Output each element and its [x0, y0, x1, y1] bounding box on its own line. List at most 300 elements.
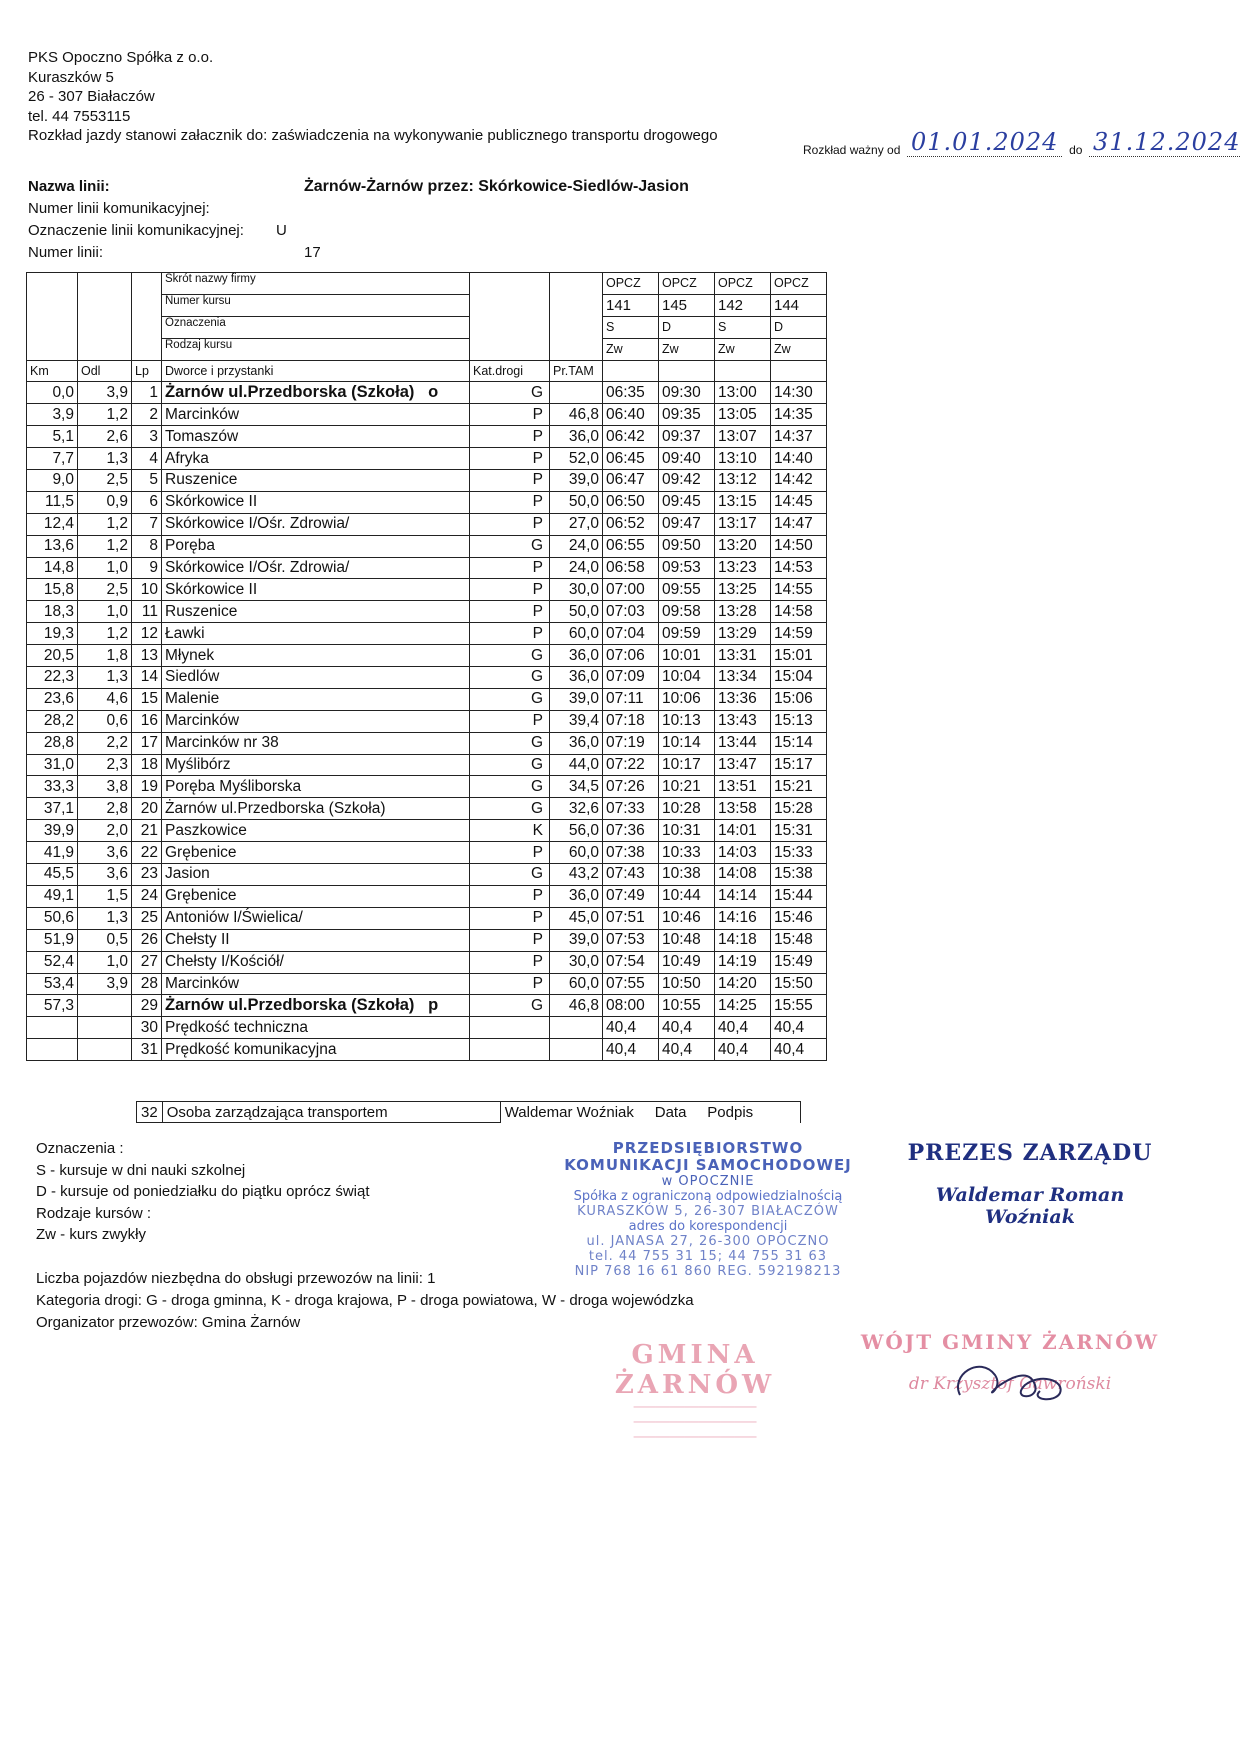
- lp-cell: 25: [132, 907, 162, 929]
- time-cell: 07:09: [603, 667, 659, 689]
- time-cell: 07:19: [603, 732, 659, 754]
- speed-cell: 43,2: [550, 864, 603, 886]
- road-category-cell: P: [470, 951, 550, 973]
- time-cell: 15:17: [771, 754, 827, 776]
- time-cell: 13:58: [715, 798, 771, 820]
- time-cell: 14:45: [771, 491, 827, 513]
- table-row: [27, 448, 827, 470]
- distance-cell: 2,5: [78, 470, 132, 492]
- time-cell: 07:04: [603, 623, 659, 645]
- speed-cell: 60,0: [550, 973, 603, 995]
- lp-cell: 6: [132, 491, 162, 513]
- speed-cell: 36,0: [550, 732, 603, 754]
- lp-cell: 5: [132, 470, 162, 492]
- road-category-cell: P: [470, 842, 550, 864]
- summary-label: Prędkość komunikacyjna: [162, 1039, 470, 1061]
- time-cell: 15:49: [771, 951, 827, 973]
- road-category-cell: G: [470, 645, 550, 667]
- lp-cell: 13: [132, 645, 162, 667]
- stamp-line: ul. JANASA 27, 26-300 OPOCZNO: [586, 1234, 830, 1249]
- speed-cell: 45,0: [550, 907, 603, 929]
- time-cell: 14:35: [771, 404, 827, 426]
- manager-name: Waldemar Woźniak: [504, 1103, 634, 1121]
- time-cell: 06:50: [603, 491, 659, 513]
- stop-name-cell: Skórkowice II: [162, 491, 470, 513]
- road-category-cell: P: [470, 929, 550, 951]
- time-cell: 14:55: [771, 579, 827, 601]
- lp-cell: 31: [132, 1039, 162, 1061]
- road-category-cell: G: [470, 382, 550, 404]
- comm-mark-value: U: [276, 222, 287, 239]
- valid-to-date: 31.12.2024: [1089, 128, 1240, 157]
- time-cell: 07:38: [603, 842, 659, 864]
- distance-cell: 1,0: [78, 951, 132, 973]
- mayor-title: WÓJT GMINY ŻARNÓW: [860, 1330, 1160, 1354]
- time-cell: 14:40: [771, 448, 827, 470]
- time-cell: 07:18: [603, 710, 659, 732]
- course-number: 145: [659, 294, 715, 316]
- mayor-name: dr Krzysztof Gawroński: [908, 1374, 1112, 1394]
- validity-period: [800, 128, 1240, 157]
- course-number-label: Numer kursu: [162, 294, 470, 316]
- lp-cell: 22: [132, 842, 162, 864]
- time-cell: 15:46: [771, 907, 827, 929]
- speed-cell: 27,0: [550, 513, 603, 535]
- distance-cell: 2,2: [78, 732, 132, 754]
- km-cell: 14,8: [27, 557, 78, 579]
- distance-cell: 2,8: [78, 798, 132, 820]
- summary-label: Prędkość techniczna: [162, 1017, 470, 1039]
- time-cell: 10:06: [659, 688, 715, 710]
- time-cell: 06:45: [603, 448, 659, 470]
- summary-row: [27, 1017, 827, 1039]
- stop-name-cell: Ruszenice: [162, 601, 470, 623]
- distance-cell: 3,6: [78, 864, 132, 886]
- lp-cell: 1: [132, 382, 162, 404]
- table-row: [27, 929, 827, 951]
- time-cell: 06:35: [603, 382, 659, 404]
- speed-cell: 46,8: [550, 995, 603, 1017]
- km-cell: 20,5: [27, 645, 78, 667]
- summary-row: [27, 1039, 827, 1061]
- course-type: Zw: [715, 338, 771, 360]
- time-cell: 10:04: [659, 667, 715, 689]
- distance-cell: 1,0: [78, 557, 132, 579]
- time-cell: 14:37: [771, 426, 827, 448]
- table-row: [27, 513, 827, 535]
- course-type: Zw: [659, 338, 715, 360]
- firm-label: Skrót nazwy firmy: [162, 273, 470, 295]
- lp-cell: 2: [132, 404, 162, 426]
- course-mark: D: [659, 316, 715, 338]
- time-cell: 10:01: [659, 645, 715, 667]
- empty-cell: [550, 1017, 603, 1039]
- time-cell: 09:58: [659, 601, 715, 623]
- timetable: [26, 272, 827, 1061]
- course-number: 144: [771, 294, 827, 316]
- speed-cell: 36,0: [550, 885, 603, 907]
- line-number-value: 17: [304, 244, 321, 261]
- president-signature: Waldemar Roman Woźniak: [935, 1184, 1125, 1228]
- speed-cell: 39,0: [550, 470, 603, 492]
- speed-cell: 39,0: [550, 929, 603, 951]
- time-cell: 07:53: [603, 929, 659, 951]
- road-category-cell: P: [470, 623, 550, 645]
- km-cell: 49,1: [27, 885, 78, 907]
- km-cell: 33,3: [27, 776, 78, 798]
- time-cell: 09:59: [659, 623, 715, 645]
- manager-sign-label: Podpis: [707, 1103, 754, 1121]
- lp-cell: 10: [132, 579, 162, 601]
- col-header-lp: Lp: [132, 360, 162, 382]
- time-cell: 13:31: [715, 645, 771, 667]
- lp-cell: 28: [132, 973, 162, 995]
- company-city: 26 - 307 Białaczów: [28, 88, 155, 105]
- distance-cell: 0,6: [78, 710, 132, 732]
- time-cell: 10:28: [659, 798, 715, 820]
- distance-cell: 1,2: [78, 535, 132, 557]
- speed-cell: 60,0: [550, 842, 603, 864]
- km-cell: 28,8: [27, 732, 78, 754]
- table-row: [27, 864, 827, 886]
- road-category-cell: G: [470, 535, 550, 557]
- lp-cell: 27: [132, 951, 162, 973]
- distance-cell: 0,9: [78, 491, 132, 513]
- stop-name-cell: Żarnów ul.Przedborska (Szkoła): [162, 798, 470, 820]
- time-cell: 10:50: [659, 973, 715, 995]
- stop-name-cell: Żarnów ul.Przedborska (Szkoła) o: [162, 382, 470, 404]
- road-category-cell: P: [470, 557, 550, 579]
- company-stamp: [528, 1140, 888, 1279]
- gmina-stamp-lines: ───────────────── ───────────────── ─────────────────: [633, 1400, 757, 1444]
- table-row: [27, 579, 827, 601]
- course-type-label: Rodzaj kursu: [162, 338, 470, 360]
- vehicle-count: Liczba pojazdów niezbędna do obsługi przewozów na linii: 1: [36, 1270, 436, 1287]
- road-category-cell: K: [470, 820, 550, 842]
- lp-cell: 12: [132, 623, 162, 645]
- distance-cell: 3,9: [78, 973, 132, 995]
- stop-name-cell: Skórkowice I/Ośr. Zdrowia/: [162, 557, 470, 579]
- time-cell: 06:58: [603, 557, 659, 579]
- speed-value: 40,4: [603, 1017, 659, 1039]
- stop-name-cell: Młynek: [162, 645, 470, 667]
- speed-cell: 60,0: [550, 623, 603, 645]
- distance-cell: 2,3: [78, 754, 132, 776]
- time-cell: 13:20: [715, 535, 771, 557]
- km-cell: 41,9: [27, 842, 78, 864]
- time-cell: 07:00: [603, 579, 659, 601]
- stop-name-cell: Ławki: [162, 623, 470, 645]
- km-cell: 22,3: [27, 667, 78, 689]
- time-cell: 15:55: [771, 995, 827, 1017]
- km-cell: 50,6: [27, 907, 78, 929]
- distance-cell: 3,6: [78, 842, 132, 864]
- km-cell: 45,5: [27, 864, 78, 886]
- stamp-line: w OPOCZNIE: [661, 1174, 755, 1189]
- time-cell: 13:44: [715, 732, 771, 754]
- time-cell: 15:14: [771, 732, 827, 754]
- course-mark: S: [715, 316, 771, 338]
- stamp-line: PRZEDSIĘBIORSTWO: [612, 1139, 804, 1157]
- road-category-cell: P: [470, 491, 550, 513]
- table-row: [27, 732, 827, 754]
- table-row: [27, 382, 827, 404]
- road-category-cell: P: [470, 973, 550, 995]
- empty-cell: [78, 1017, 132, 1039]
- course-firm: OPCZ: [715, 273, 771, 295]
- empty-cell: [27, 1017, 78, 1039]
- lp-cell: 9: [132, 557, 162, 579]
- table-row: [27, 973, 827, 995]
- km-cell: 52,4: [27, 951, 78, 973]
- empty-cell: [470, 1017, 550, 1039]
- mayor-signature-icon: [940, 1345, 1080, 1415]
- time-cell: 13:12: [715, 470, 771, 492]
- valid-to-label: do: [1069, 143, 1083, 157]
- time-cell: 14:19: [715, 951, 771, 973]
- time-cell: 14:20: [715, 973, 771, 995]
- time-cell: 13:10: [715, 448, 771, 470]
- stop-name-cell: Antoniów I/Świelica/: [162, 907, 470, 929]
- organizer: Organizator przewozów: Gmina Żarnów: [36, 1314, 301, 1331]
- time-cell: 13:29: [715, 623, 771, 645]
- time-cell: 07:36: [603, 820, 659, 842]
- gmina-title: GMINA ŻARNÓW: [614, 1340, 776, 1400]
- time-cell: 06:40: [603, 404, 659, 426]
- table-row: [27, 667, 827, 689]
- course-firm: OPCZ: [771, 273, 827, 295]
- road-category-cell: G: [470, 798, 550, 820]
- course-mark: D: [771, 316, 827, 338]
- lp-cell: 8: [132, 535, 162, 557]
- time-cell: 09:30: [659, 382, 715, 404]
- speed-cell: 30,0: [550, 579, 603, 601]
- time-cell: 07:54: [603, 951, 659, 973]
- time-cell: 10:46: [659, 907, 715, 929]
- time-cell: 10:33: [659, 842, 715, 864]
- empty-cell: [470, 1039, 550, 1061]
- time-cell: 13:00: [715, 382, 771, 404]
- empty-cell: [27, 1039, 78, 1061]
- col-header-stops: Dworce i przystanki: [162, 360, 470, 382]
- stop-name-cell: Afryka: [162, 448, 470, 470]
- distance-cell: 1,3: [78, 448, 132, 470]
- table-row: [27, 601, 827, 623]
- speed-cell: 24,0: [550, 557, 603, 579]
- time-cell: 14:14: [715, 885, 771, 907]
- comm-mark-label: Oznaczenie linii komunikacyjnej:: [28, 222, 244, 239]
- speed-cell: 50,0: [550, 491, 603, 513]
- time-cell: 08:00: [603, 995, 659, 1017]
- distance-cell: 1,2: [78, 623, 132, 645]
- time-cell: 15:50: [771, 973, 827, 995]
- time-cell: 09:42: [659, 470, 715, 492]
- mark-label: Oznaczenia: [162, 316, 470, 338]
- speed-cell: 39,4: [550, 710, 603, 732]
- lp-cell: 17: [132, 732, 162, 754]
- stamp-line: KURASZKÓW 5, 26-307 BIAŁACZÓW: [577, 1204, 839, 1219]
- km-cell: 11,5: [27, 491, 78, 513]
- table-row: [27, 491, 827, 513]
- distance-cell: 0,5: [78, 929, 132, 951]
- lp-cell: 3: [132, 426, 162, 448]
- table-row: [27, 842, 827, 864]
- time-cell: 13:36: [715, 688, 771, 710]
- distance-cell: 1,3: [78, 907, 132, 929]
- time-cell: 09:55: [659, 579, 715, 601]
- legend-types-title: Rodzaje kursów :: [36, 1204, 152, 1222]
- time-cell: 14:59: [771, 623, 827, 645]
- table-row: [27, 885, 827, 907]
- distance-cell: 1,0: [78, 601, 132, 623]
- speed-cell: [550, 382, 603, 404]
- stamp-line: tel. 44 755 31 15; 44 755 31 63: [588, 1249, 828, 1264]
- time-cell: 07:51: [603, 907, 659, 929]
- time-cell: 10:31: [659, 820, 715, 842]
- speed-value: 40,4: [715, 1039, 771, 1061]
- course-type: Zw: [771, 338, 827, 360]
- table-row: [27, 645, 827, 667]
- company-street: Kuraszków 5: [28, 68, 114, 86]
- time-cell: 13:07: [715, 426, 771, 448]
- time-cell: 06:55: [603, 535, 659, 557]
- distance-cell: 4,6: [78, 688, 132, 710]
- valid-from-date: 01.01.2024: [907, 128, 1062, 157]
- table-row: [27, 404, 827, 426]
- road-categories: Kategoria drogi: G - droga gminna, K - droga krajowa, P - droga powiatowa, W - droga wojewódzka: [36, 1292, 694, 1309]
- manager-label: Osoba zarządzająca transportem: [162, 1102, 500, 1123]
- col-header-kat: Kat.drogi: [470, 360, 550, 382]
- distance-cell: 1,2: [78, 513, 132, 535]
- km-cell: 23,6: [27, 688, 78, 710]
- col-header-pr: Pr.TAM: [550, 360, 603, 382]
- km-cell: 9,0: [27, 470, 78, 492]
- stop-name-cell: Poręba: [162, 535, 470, 557]
- time-cell: 13:17: [715, 513, 771, 535]
- road-category-cell: G: [470, 688, 550, 710]
- time-cell: 06:52: [603, 513, 659, 535]
- lp-cell: 14: [132, 667, 162, 689]
- distance-cell: 1,3: [78, 667, 132, 689]
- time-cell: 10:13: [659, 710, 715, 732]
- time-cell: 07:22: [603, 754, 659, 776]
- stop-name-cell: Marcinków nr 38: [162, 732, 470, 754]
- stamp-line: NIP 768 16 61 860 REG. 592198213: [574, 1264, 842, 1279]
- speed-cell: 46,8: [550, 404, 603, 426]
- distance-cell: 3,9: [78, 382, 132, 404]
- time-cell: 10:21: [659, 776, 715, 798]
- time-cell: 15:33: [771, 842, 827, 864]
- speed-cell: 52,0: [550, 448, 603, 470]
- course-firm: OPCZ: [659, 273, 715, 295]
- distance-cell: 1,5: [78, 885, 132, 907]
- lp-cell: 18: [132, 754, 162, 776]
- time-cell: 15:44: [771, 885, 827, 907]
- lp-cell: 4: [132, 448, 162, 470]
- lp-cell: 21: [132, 820, 162, 842]
- speed-cell: 56,0: [550, 820, 603, 842]
- time-cell: 15:13: [771, 710, 827, 732]
- road-category-cell: G: [470, 776, 550, 798]
- time-cell: 13:28: [715, 601, 771, 623]
- lp-cell: 30: [132, 1017, 162, 1039]
- time-cell: 07:55: [603, 973, 659, 995]
- road-category-cell: P: [470, 470, 550, 492]
- lp-cell: 23: [132, 864, 162, 886]
- time-cell: 13:34: [715, 667, 771, 689]
- time-cell: 13:47: [715, 754, 771, 776]
- time-cell: 14:47: [771, 513, 827, 535]
- road-category-cell: G: [470, 754, 550, 776]
- stop-name-cell: Malenie: [162, 688, 470, 710]
- km-cell: 18,3: [27, 601, 78, 623]
- empty-cell: [78, 1039, 132, 1061]
- col-header-km: Km: [27, 360, 78, 382]
- stop-name-cell: Chełsty I/Kościół/: [162, 951, 470, 973]
- speed-cell: 39,0: [550, 688, 603, 710]
- speed-cell: 36,0: [550, 645, 603, 667]
- stop-name-cell: Tomaszów: [162, 426, 470, 448]
- stop-name-cell: Poręba Myśliborska: [162, 776, 470, 798]
- distance-cell: 1,2: [78, 404, 132, 426]
- time-cell: 14:53: [771, 557, 827, 579]
- time-cell: 15:04: [771, 667, 827, 689]
- legend-marks-title: Oznaczenia :: [36, 1140, 124, 1157]
- line-name-label: Nazwa linii:: [28, 178, 110, 195]
- road-category-cell: P: [470, 579, 550, 601]
- time-cell: 15:48: [771, 929, 827, 951]
- stop-name-cell: Siedlów: [162, 667, 470, 689]
- col-header-odl: Odl: [78, 360, 132, 382]
- course-firm: OPCZ: [603, 273, 659, 295]
- time-cell: 14:18: [715, 929, 771, 951]
- comm-number-label: Numer linii komunikacyjnej:: [28, 200, 210, 217]
- distance-cell: 3,8: [78, 776, 132, 798]
- speed-cell: 50,0: [550, 601, 603, 623]
- stamp-line: adres do korespondencji: [628, 1219, 788, 1234]
- road-category-cell: G: [470, 667, 550, 689]
- table-row: [27, 820, 827, 842]
- time-cell: 10:48: [659, 929, 715, 951]
- time-cell: 07:43: [603, 864, 659, 886]
- gmina-stamp: [560, 1340, 830, 1445]
- time-cell: 06:42: [603, 426, 659, 448]
- time-cell: 15:06: [771, 688, 827, 710]
- stop-name-cell: Myślibórz: [162, 754, 470, 776]
- speed-value: 40,4: [659, 1039, 715, 1061]
- road-category-cell: P: [470, 710, 550, 732]
- table-row: [27, 798, 827, 820]
- road-category-cell: P: [470, 885, 550, 907]
- stop-name-cell: Żarnów ul.Przedborska (Szkoła) p: [162, 995, 470, 1017]
- time-cell: 14:30: [771, 382, 827, 404]
- road-category-cell: G: [470, 732, 550, 754]
- km-cell: 51,9: [27, 929, 78, 951]
- company-phone: tel. 44 7553115: [28, 107, 131, 125]
- time-cell: 13:23: [715, 557, 771, 579]
- lp-cell: 19: [132, 776, 162, 798]
- speed-value: 40,4: [659, 1017, 715, 1039]
- time-cell: 07:33: [603, 798, 659, 820]
- speed-cell: 30,0: [550, 951, 603, 973]
- km-cell: 39,9: [27, 820, 78, 842]
- stop-name-cell: Chełsty II: [162, 929, 470, 951]
- time-cell: 07:03: [603, 601, 659, 623]
- distance-cell: 2,0: [78, 820, 132, 842]
- time-cell: 15:28: [771, 798, 827, 820]
- km-cell: 13,6: [27, 535, 78, 557]
- lp-cell: 24: [132, 885, 162, 907]
